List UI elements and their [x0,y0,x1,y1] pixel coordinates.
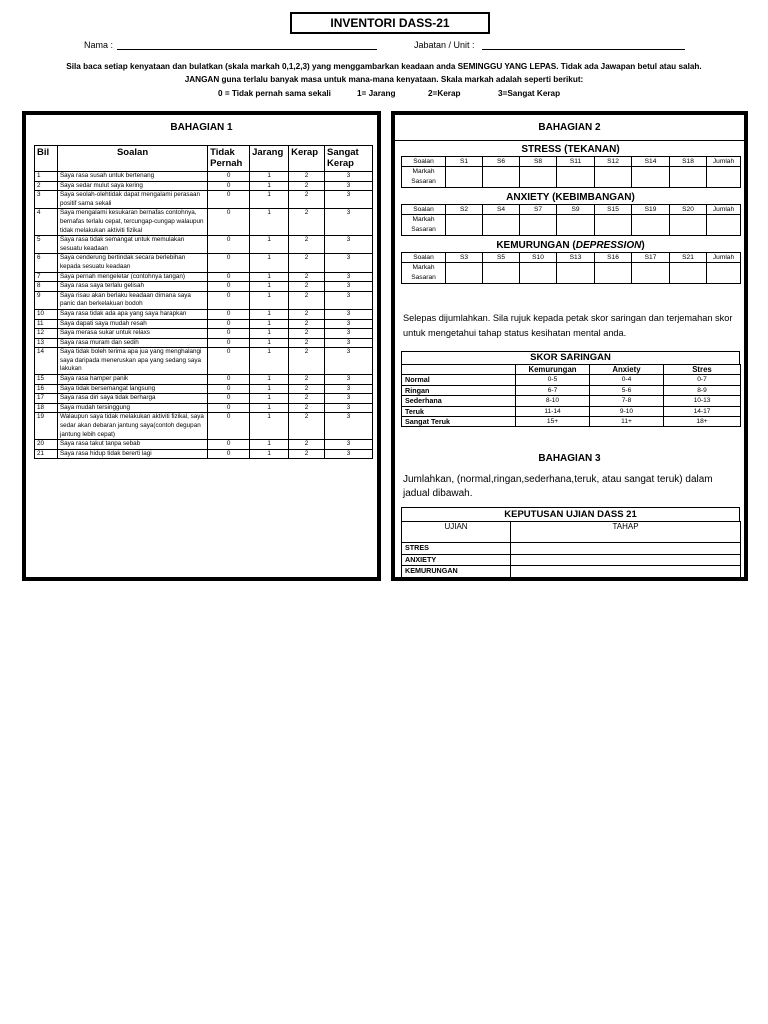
question-number: 7 [35,272,58,282]
score-option[interactable]: 2 [289,191,325,209]
question-number: 3 [35,191,58,209]
col-bil: Bil [35,146,58,172]
depression-table [401,252,741,284]
score-option[interactable]: 0 [208,254,250,272]
score-option[interactable]: 3 [325,449,373,459]
table-row [35,291,373,309]
question-text: Saya rasa susah untuk bertenang [57,172,207,182]
score-cell[interactable] [707,167,741,188]
score-option[interactable]: 3 [325,181,373,191]
score-option[interactable]: 3 [325,191,373,209]
table-row [35,191,373,209]
anxiety-score-row [402,215,741,236]
score-option[interactable]: 3 [325,384,373,394]
skor-range: 0-7 [664,375,741,385]
score-cell[interactable] [520,215,557,236]
score-option[interactable]: 0 [208,282,250,292]
table-row [35,413,373,440]
instruction-note: Selepas dijumlahkan. Sila rujuk kepada petak skor saringan dan terjemahan skor untuk mengetahui tahap status kesihatan mental anda. [403,313,733,338]
score-option[interactable]: 0 [208,348,250,375]
skor-row [402,396,741,406]
col-kerap: Kerap [289,146,325,172]
score-cell[interactable] [446,215,483,236]
question-number: 20 [35,440,58,450]
question-text: Saya rasa tidak semangat untuk memulakan sesuatu keadaan [57,236,207,254]
score-option[interactable]: 3 [325,329,373,339]
score-option[interactable]: 2 [289,319,325,329]
ujian-label: STRES [402,543,511,555]
score-cell[interactable] [632,263,670,284]
item-label: S8 [520,157,557,167]
score-option[interactable]: 0 [208,181,250,191]
table-row [35,172,373,182]
skor-range: 15+ [516,417,590,427]
score-option[interactable]: 2 [289,338,325,348]
score-option[interactable]: 1 [250,413,289,440]
skor-range: 6-7 [516,385,590,395]
depression-title: KEMURUNGAN (DEPRESSION) [496,240,645,251]
tahap-cell[interactable] [511,554,741,566]
question-number: 12 [35,329,58,339]
item-label: S20 [670,205,707,215]
item-label: S21 [670,253,707,263]
score-option[interactable]: 1 [250,282,289,292]
anxiety-title: ANXIETY (KEBIMBANGAN) [506,192,635,203]
tahap-cell[interactable] [511,566,741,578]
score-option[interactable]: 1 [250,319,289,329]
question-number: 18 [35,403,58,413]
score-cell[interactable] [520,263,557,284]
jumlah-label: Jumlah [707,157,741,167]
score-cell[interactable] [670,167,707,188]
score-option[interactable]: 2 [289,348,325,375]
jabatan-label: Jabatan / Unit : [414,40,475,50]
score-cell[interactable] [670,215,707,236]
question-text: Saya sedar mulut saya kering [57,181,207,191]
scale-legend [0,89,768,101]
soalan-label: Soalan [402,157,446,167]
question-text: Saya mengalami kesukaran bernafas contohnya, bernafas terlalu cepat, tercungap-cungap walaupun tidak melakukan aktiviti fizikal [57,209,207,236]
jumlah-label: Jumlah [707,253,741,263]
keputusan-title: KEPUTUSAN UJIAN DASS 21 [401,507,740,522]
item-label: S17 [632,253,670,263]
score-option[interactable]: 0 [208,384,250,394]
bahagian-3-title: BAHAGIAN 3 [538,453,601,464]
keputusan-table [401,521,741,578]
score-option[interactable]: 0 [208,329,250,339]
score-option[interactable]: 2 [289,254,325,272]
score-option[interactable]: 2 [289,449,325,459]
score-option[interactable]: 1 [250,329,289,339]
question-text: Saya rasa muram dan sedih [57,338,207,348]
question-number: 11 [35,319,58,329]
stress-table [401,156,741,188]
item-label: S15 [595,205,632,215]
score-option[interactable]: 2 [289,209,325,236]
table-row [35,449,373,459]
table-row [35,309,373,319]
score-option[interactable]: 2 [289,329,325,339]
anxiety-item-row [402,205,741,215]
scale-1: 1= Jarang [357,89,396,98]
question-text: Saya mudah tersinggung [57,403,207,413]
table-row [35,440,373,450]
skor-range: 8-10 [516,396,590,406]
form-title: INVENTORI DASS-21 [290,12,490,34]
keputusan-header: TAHAP [511,522,741,543]
soalan-label: Soalan [402,205,446,215]
question-number: 4 [35,209,58,236]
col-tidak-pernah: Tidak Pernah [208,146,250,172]
skor-range: 7-8 [590,396,664,406]
soalan-label: Soalan [402,253,446,263]
score-option[interactable]: 2 [289,291,325,309]
col-jarang: Jarang [250,146,289,172]
bahagian-1-title: BAHAGIAN 1 [170,122,233,133]
score-option[interactable]: 3 [325,254,373,272]
markah-label: Markah Sasaran [402,263,446,284]
ujian-label: KEMURUNGAN [402,566,511,578]
anxiety-table [401,204,741,236]
question-number: 14 [35,348,58,375]
score-option[interactable]: 1 [250,191,289,209]
score-cell[interactable] [707,215,741,236]
item-label: S5 [483,253,520,263]
score-option[interactable]: 1 [250,394,289,404]
keputusan-row [402,543,741,555]
score-option[interactable]: 1 [250,172,289,182]
question-number: 2 [35,181,58,191]
question-number: 1 [35,172,58,182]
score-cell[interactable] [670,263,707,284]
question-text: Saya rasa tidak ada apa yang saya harapkan [57,309,207,319]
score-option[interactable]: 0 [208,375,250,385]
question-number: 21 [35,449,58,459]
score-option[interactable]: 3 [325,348,373,375]
score-option[interactable]: 2 [289,394,325,404]
score-option[interactable]: 3 [325,236,373,254]
keputusan-header: UJIAN [402,522,511,543]
markah-label: Markah Sasaran [402,215,446,236]
score-option[interactable]: 1 [250,254,289,272]
score-cell[interactable] [557,215,595,236]
score-option[interactable]: 1 [250,440,289,450]
score-option[interactable]: 3 [325,209,373,236]
score-option[interactable]: 1 [250,375,289,385]
score-option[interactable]: 1 [250,209,289,236]
score-option[interactable]: 2 [289,236,325,254]
table-row [35,403,373,413]
question-number: 13 [35,338,58,348]
item-label: S18 [670,157,707,167]
depression-item-row [402,253,741,263]
question-text: Saya pernah mengeletar (contohnya tangan) [57,272,207,282]
depression-score-row [402,263,741,284]
score-cell[interactable] [446,167,483,188]
score-cell[interactable] [595,263,632,284]
item-label: S9 [557,205,595,215]
skor-row [402,406,741,416]
score-cell[interactable] [483,215,520,236]
table-row [35,236,373,254]
skor-saringan-table [401,364,741,427]
score-option[interactable]: 2 [289,181,325,191]
markah-label: Markah Sasaran [402,167,446,188]
identity-line [0,40,768,54]
skor-header-row [402,365,741,375]
skor-level: Ringan [402,385,516,395]
score-option[interactable]: 3 [325,319,373,329]
score-option[interactable]: 2 [289,384,325,394]
skor-range: 10-13 [664,396,741,406]
score-option[interactable]: 3 [325,375,373,385]
instruction-line-1: Sila baca setiap kenyataan dan bulatkan (skala markah 0,1,2,3) yang menggambarkan keadaan anda SEMINGGU YANG LEPAS. Tidak ada Jawapan betul atau salah. [66,62,702,71]
score-option[interactable]: 2 [289,309,325,319]
score-option[interactable]: 0 [208,272,250,282]
score-option[interactable]: 3 [325,282,373,292]
item-label: S11 [557,157,595,167]
keputusan-row [402,566,741,578]
item-label: S2 [446,205,483,215]
question-text: Saya cenderung bertindak secara berlebihan kepada sesuatu keadaan [57,254,207,272]
question-number: 10 [35,309,58,319]
table-row [35,254,373,272]
item-label: S10 [520,253,557,263]
question-text: Saya dapati saya mudah resah [57,319,207,329]
scale-2: 2=Kerap [428,89,461,98]
score-cell[interactable] [632,167,670,188]
question-text: Saya merasa sukar untuk relaxs [57,329,207,339]
question-text: Saya rasa diri saya tidak berharga [57,394,207,404]
bahagian-2-title: BAHAGIAN 2 [538,122,601,133]
skor-saringan-title: SKOR SARINGAN [401,351,740,365]
score-option[interactable]: 0 [208,413,250,440]
score-cell[interactable] [557,263,595,284]
question-text: Walaupun saya tidak melakukan aktiviti fizikal, saya sedar akan debaran jantung saya(contoh degupan jantung lebih cepat) [57,413,207,440]
score-cell[interactable] [595,167,632,188]
question-number: 17 [35,394,58,404]
divider [395,140,744,141]
questions-table [34,145,373,459]
table-row [35,282,373,292]
item-label: S16 [595,253,632,263]
question-number: 15 [35,375,58,385]
score-cell[interactable] [595,215,632,236]
score-option[interactable]: 0 [208,291,250,309]
score-option[interactable]: 0 [208,191,250,209]
skor-range: 11+ [590,417,664,427]
score-option[interactable]: 0 [208,309,250,319]
skor-range: 14-17 [664,406,741,416]
skor-row [402,417,741,427]
tahap-cell[interactable] [511,543,741,555]
skor-range: 5-6 [590,385,664,395]
table-row [35,319,373,329]
nama-field[interactable] [117,40,377,50]
score-option[interactable]: 0 [208,440,250,450]
skor-header: Stres [664,365,741,375]
skor-range: 0-4 [590,375,664,385]
skor-level: Sangat Teruk [402,417,516,427]
score-option[interactable]: 3 [325,309,373,319]
table-row [35,329,373,339]
score-option[interactable]: 1 [250,403,289,413]
skor-range: 11-14 [516,406,590,416]
ujian-label: ANXIETY [402,554,511,566]
question-number: 16 [35,384,58,394]
score-option[interactable]: 2 [289,413,325,440]
score-option[interactable]: 0 [208,394,250,404]
bahagian-1-panel [22,111,381,581]
score-option[interactable]: 3 [325,440,373,450]
score-option[interactable]: 2 [289,375,325,385]
score-option[interactable]: 3 [325,291,373,309]
question-text: Saya risau akan berlaku keadaan dimana saya panic dan berkelakuan bodoh [57,291,207,309]
item-label: S7 [520,205,557,215]
score-cell[interactable] [483,263,520,284]
question-text: Saya tidak bersemangat langsung [57,384,207,394]
skor-range: 18+ [664,417,741,427]
skor-header: Anxiety [590,365,664,375]
question-number: 5 [35,236,58,254]
score-option[interactable]: 0 [208,209,250,236]
question-number: 19 [35,413,58,440]
score-cell[interactable] [557,167,595,188]
score-option[interactable]: 2 [289,403,325,413]
score-option[interactable]: 1 [250,449,289,459]
score-option[interactable]: 0 [208,403,250,413]
table-row [35,375,373,385]
question-text: Saya rasa saya terlalu gelisah [57,282,207,292]
table-row [35,209,373,236]
question-text: Saya seolah-olehtidak dapat mengalami perasaan positif sama sekali [57,191,207,209]
skor-level: Sederhana [402,396,516,406]
score-cell[interactable] [446,263,483,284]
questions-header-row [35,146,373,172]
stress-title: STRESS (TEKANAN) [521,144,620,155]
score-option[interactable]: 3 [325,272,373,282]
skor-level: Normal [402,375,516,385]
bahagian-2-3-panel [391,111,748,581]
item-label: S12 [595,157,632,167]
score-option[interactable]: 1 [250,291,289,309]
score-option[interactable]: 3 [325,394,373,404]
keputusan-row [402,554,741,566]
table-row [35,338,373,348]
score-option[interactable]: 3 [325,338,373,348]
score-cell[interactable] [520,167,557,188]
bahagian-3-text: Jumlahkan, (normal,ringan,sederhana,teruk, atau sangat teruk) dalam jadual dibawah. [403,474,713,499]
question-number: 6 [35,254,58,272]
score-option[interactable]: 2 [289,282,325,292]
skor-corner [402,365,516,375]
item-label: S19 [632,205,670,215]
table-row [35,348,373,375]
score-option[interactable]: 1 [250,338,289,348]
table-row [35,272,373,282]
question-number: 9 [35,291,58,309]
score-option[interactable]: 0 [208,449,250,459]
skor-range: 9-10 [590,406,664,416]
score-option[interactable]: 3 [325,172,373,182]
keputusan-header-row [402,522,741,543]
scale-0: 0 = Tidak pernah sama sekali [218,89,331,98]
score-option[interactable]: 2 [289,172,325,182]
item-label: S6 [483,157,520,167]
item-label: S13 [557,253,595,263]
nama-label: Nama : [84,40,114,50]
instruction-line-2: JANGAN guna terlalu banyak masa untuk mana-mana kenyataan. Skala markah adalah seperti berikut: [184,75,584,84]
stress-score-row [402,167,741,188]
score-option[interactable]: 1 [250,384,289,394]
question-text: Saya tidak boleh terima apa jua yang menghalangi saya daripada meneruskan apa yang sedang saya lakukan [57,348,207,375]
score-option[interactable]: 3 [325,413,373,440]
score-option[interactable]: 1 [250,272,289,282]
score-option[interactable]: 0 [208,236,250,254]
score-option[interactable]: 1 [250,236,289,254]
score-cell[interactable] [483,167,520,188]
skor-header: Kemurungan [516,365,590,375]
question-text: Saya rasa hidup tidak bererti lagi [57,449,207,459]
col-soalan: Soalan [57,146,207,172]
table-row [35,181,373,191]
skor-row [402,385,741,395]
skor-range: 8-9 [664,385,741,395]
skor-level: Teruk [402,406,516,416]
score-option[interactable]: 1 [250,348,289,375]
item-label: S4 [483,205,520,215]
skor-row [402,375,741,385]
score-cell[interactable] [632,215,670,236]
score-option[interactable]: 2 [289,272,325,282]
score-cell[interactable] [707,263,741,284]
score-option[interactable]: 0 [208,319,250,329]
question-text: Saya rasa takut tanpa sebab [57,440,207,450]
table-row [35,384,373,394]
score-option[interactable]: 0 [208,172,250,182]
stress-item-row [402,157,741,167]
score-option[interactable]: 1 [250,309,289,319]
skor-range: 0-5 [516,375,590,385]
score-option[interactable]: 2 [289,440,325,450]
question-text: Saya rasa hamper panik [57,375,207,385]
scale-3: 3=Sangat Kerap [498,89,561,98]
item-label: S14 [632,157,670,167]
col-sangat-kerap: Sangat Kerap [325,146,373,172]
table-row [35,394,373,404]
item-label: S1 [446,157,483,167]
jumlah-label: Jumlah [707,205,741,215]
item-label: S3 [446,253,483,263]
score-option[interactable]: 1 [250,181,289,191]
score-option[interactable]: 3 [325,403,373,413]
score-option[interactable]: 0 [208,338,250,348]
question-number: 8 [35,282,58,292]
